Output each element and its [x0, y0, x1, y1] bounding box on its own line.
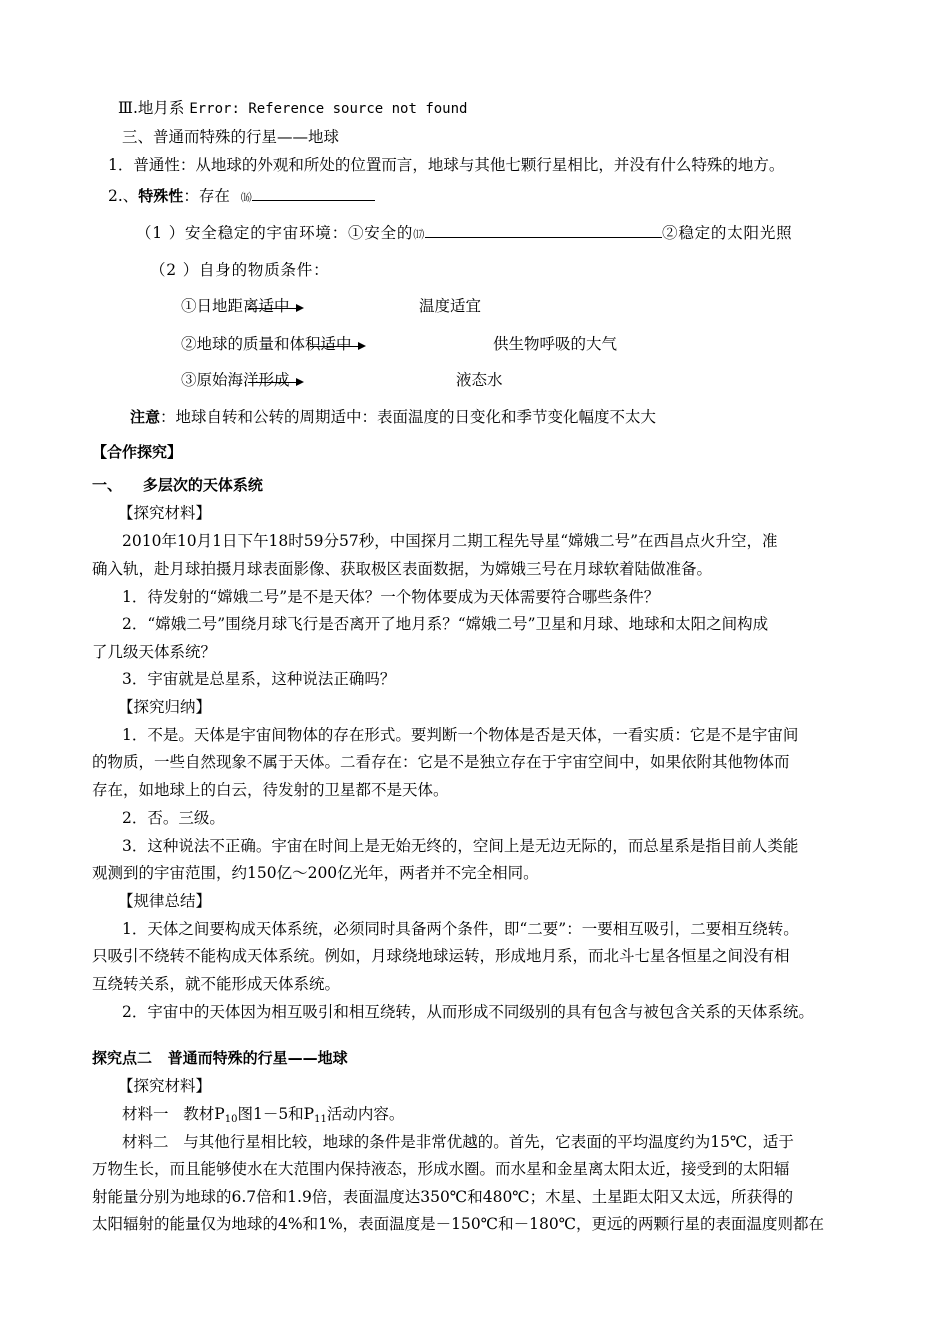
generality-text: 1．普通性：从地球的外观和所处的位置而言，地球与其他七颗行星相比，并没有什么特殊的地方。 [108, 156, 785, 174]
material-1: 材料一 教材$P_{10}$图1－5和$P_{11}$活动内容。 [122, 1105, 405, 1125]
part2-title: 探究点二 普通而特殊的行星——地球 [92, 1049, 348, 1067]
fill-blank-16 [252, 185, 375, 201]
part1-title: 一、 多层次的天体系统 [92, 476, 263, 494]
special-label: 特殊性 [138, 187, 184, 205]
answer-line: 1．不是。天体是宇宙间物体的存在形式。要判断一个物体是否是天体，一看实质：它是不是宇宙间 [122, 726, 799, 744]
blank-number-17: ⒄ [413, 228, 426, 241]
special-line: 2.、特殊性：存在 ⒃ [108, 185, 375, 208]
self-condition-title: （2 ）自身的物质条件： [150, 261, 330, 279]
question-1: 1．待发射的“嫦娥二号”是不是天体？一个物体要成为天体需要符合哪些条件？ [122, 588, 660, 606]
safe-env-line: （1 ）安全稳定的宇宙环境：①安全的⒄ ②稳定的太阳光照 [136, 224, 793, 242]
cond3-left: ③原始海洋形成 [181, 370, 304, 390]
answer-line: 3．这种说法不正确。宇宙在时间上是无始无终的，空间上是无边无际的，而总星系是指目前人类能 [122, 837, 799, 855]
cond1-right: 温度适宜 [419, 297, 482, 315]
summary-line: 互绕转关系，就不能形成天体系统。 [92, 975, 341, 993]
answer-line: 的物质，一些自然现象不属于天体。二看存在：它是不是独立存在于宇宙空间中，如果依附其他物体而 [92, 753, 790, 771]
blank-number-16: ⒃ [240, 191, 252, 204]
arrow-icon [248, 375, 304, 387]
material-head-2: 【探究材料】 [118, 1077, 212, 1095]
question-3: 3．宇宙就是总星系，这种说法正确吗？ [122, 670, 396, 688]
reference-error: Error: Reference source not found [189, 101, 468, 117]
material-2-line: 万物生长，而且能够使水在大范围内保持液态，形成水圈。而水星和金星离太阳太近，接受到的太阳辐 [92, 1160, 790, 1178]
summary-line: 1．天体之间要构成天体系统，必须同时具备两个条件，即“二要”：一要相互吸引，二要相互绕转。 [122, 920, 799, 938]
earth-moon-label: Ⅲ.地月系 [118, 99, 190, 117]
note-line: 注意：地球自转和公转的周期适中：表面温度的日变化和季节变化幅度不太大 [130, 408, 657, 426]
fill-blank-17 [425, 222, 662, 238]
arrow-icon [310, 339, 366, 351]
summary-line: 只吸引不绕转不能构成天体系统。例如，月球绕地球运转，形成地月系，而北斗七星各恒星之间没有相 [92, 947, 790, 965]
material-paragraph-line: 确入轨，赴月球拍摄月球表面影像、获取极区表面数据，为嫦娥三号在月球软着陆做准备。 [92, 560, 713, 578]
question-2: 2．“嫦娥二号”围绕月球飞行是否离开了地月系？“嫦娥二号”卫星和月球、地球和太阳之间构成 [122, 615, 769, 633]
answer-line: 存在，如地球上的白云，待发射的卫星都不是天体。 [92, 781, 449, 799]
arrow-icon [248, 301, 304, 313]
material-2-line: 材料二 与其他行星相比较，地球的条件是非常优越的。首先，它表面的平均温度约为15℃，适于 [122, 1133, 794, 1151]
summary-line: 2．宇宙中的天体因为相互吸引和相互绕转，从而形成不同级别的具有包含与被包含关系的天体系统。 [122, 1003, 814, 1021]
material-paragraph-line: 2010年10月1日下午18时59分57秒，中国探月二期工程先导星“嫦娥二号”在西昌点火升空，准 [122, 532, 778, 550]
earth-moon-line [118, 98, 467, 119]
cond3-right: 液态水 [456, 371, 503, 389]
cond1-left: ①日地距离适中 [181, 296, 304, 316]
question-2-cont: 了几级天体系统？ [92, 643, 217, 661]
cond2-right: 供生物呼吸的大气 [493, 335, 618, 353]
cond2-left: ②地球的质量和体积适中 [181, 334, 366, 354]
material-head-1: 【探究材料】 [118, 504, 212, 522]
material-2-line: 射能量分别为地球的6.7倍和1.9倍，表面温度达350℃和480℃；木星、土星距太阳又太远，所获得的 [92, 1188, 794, 1206]
material-2-line: 太阳辐射的能量仅为地球的4%和1%，表面温度是－150℃和－180℃，更远的两颗行星的表面温度则都在 [92, 1215, 825, 1233]
section3-title: 三、普通而特殊的行星——地球 [122, 128, 340, 146]
answer-line: 观测到的宇宙范围，约150亿～200亿光年，两者并不完全相同。 [92, 864, 539, 882]
induction-head: 【探究归纳】 [118, 698, 212, 716]
note-label: 注意 [130, 408, 161, 426]
summary-head: 【规律总结】 [118, 892, 212, 910]
answer-2: 2．否。三级。 [122, 809, 225, 827]
cooperation-title: 【合作探究】 [92, 443, 183, 461]
